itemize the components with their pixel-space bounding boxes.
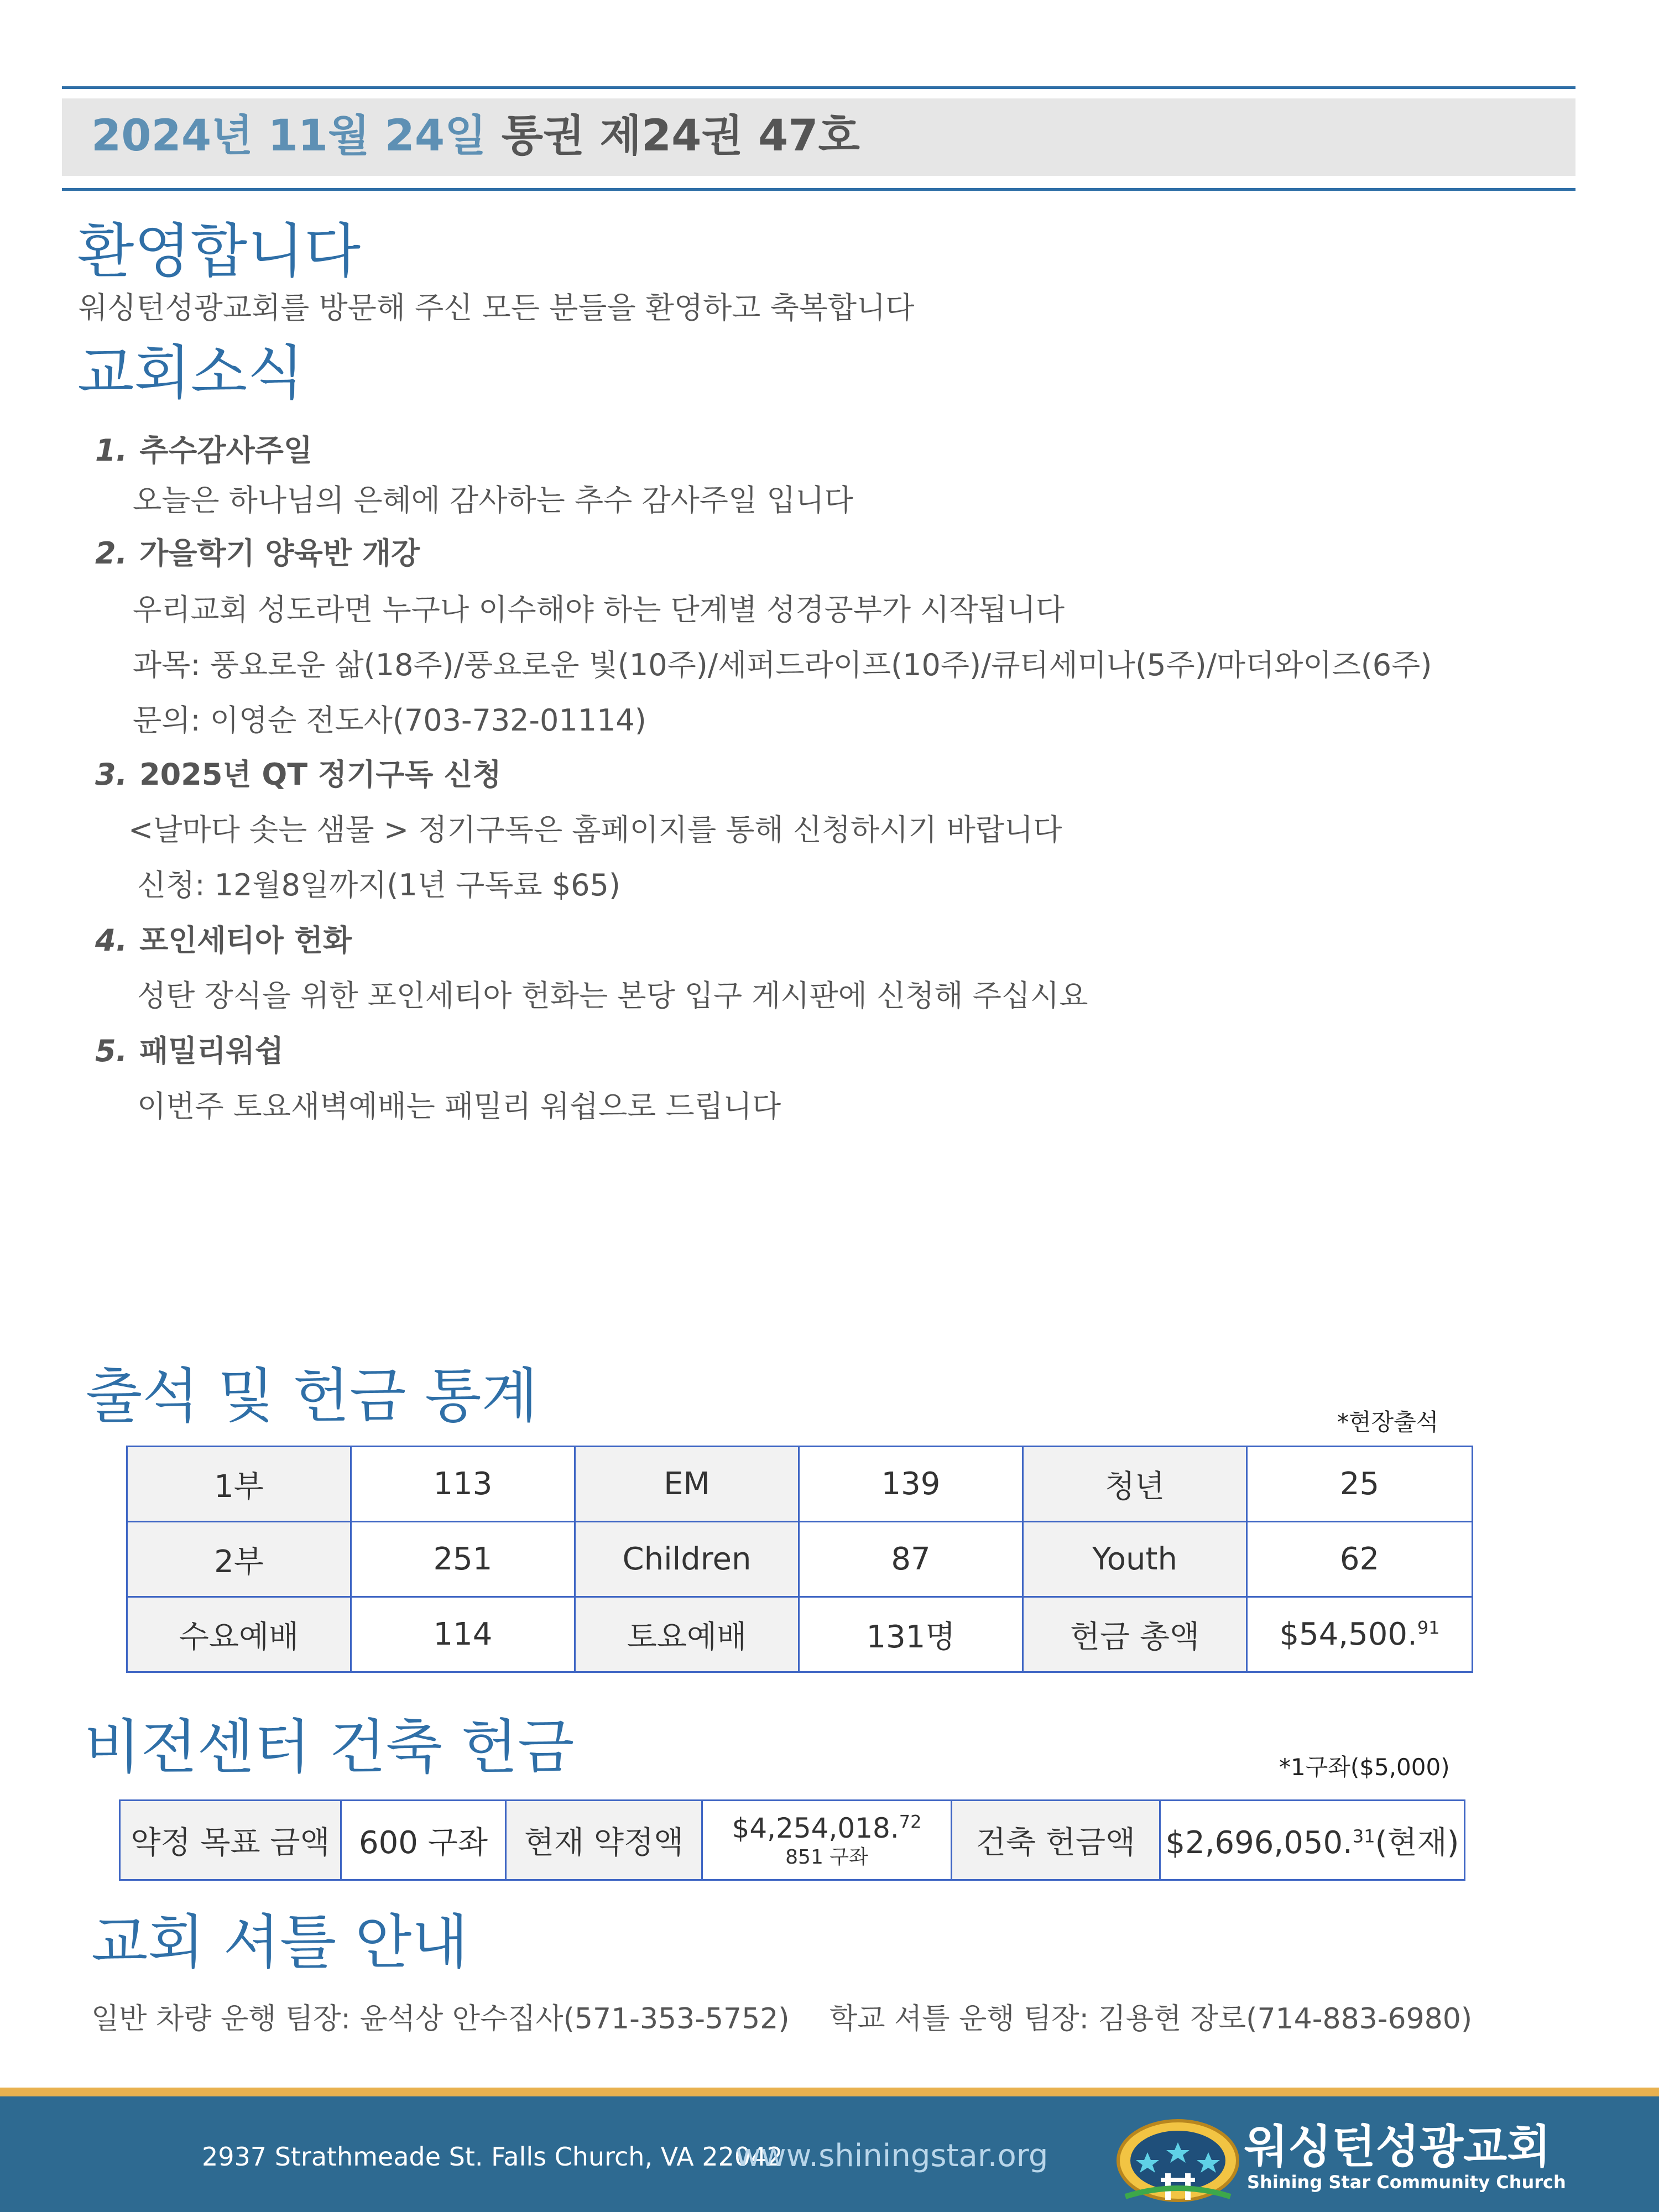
table-cell: Children xyxy=(575,1522,799,1597)
building-label: 건축 헌금액 xyxy=(952,1801,1160,1880)
attendance-note: *현장출석 xyxy=(1337,1408,1439,1436)
table-cell: 25 xyxy=(1247,1447,1473,1522)
table-cell: 87 xyxy=(799,1522,1023,1597)
offering-total-value: $54,500. xyxy=(1279,1616,1417,1652)
bulletin-header xyxy=(91,108,860,164)
news-item-4-title: 4. 포인세티아 헌화 xyxy=(95,923,352,958)
welcome-text: 워싱턴성광교회를 방문해 주신 모든 분들을 환영하고 축복합니다 xyxy=(79,290,915,325)
shuttle-school: 학교 셔틀 운행 팀장: 김용현 장로(714-883-6980) xyxy=(830,2002,1473,2036)
vision-table xyxy=(119,1799,1465,1881)
header-bottom-rule xyxy=(62,188,1575,191)
news-item-2-line: 우리교회 성도라면 누구나 이수해야 하는 단계별 성경공부가 시작됩니다 xyxy=(133,592,1065,627)
table-cell: 수요예배 xyxy=(127,1597,351,1672)
table-cell: 62 xyxy=(1247,1522,1473,1597)
news-item-5-line: 이번주 토요새벽예배는 패밀리 워쉽으로 드립니다 xyxy=(137,1089,781,1124)
vision-title: 비전센터 건축 헌금 xyxy=(84,1713,575,1781)
bulletin-volume: 통권 제24권 47호 xyxy=(501,111,860,161)
table-cell: 131명 xyxy=(799,1597,1023,1672)
attendance-title: 출석 및 헌금 통계 xyxy=(86,1362,538,1430)
pledge-value: $4,254,018. xyxy=(732,1812,899,1844)
pledge-cell xyxy=(702,1801,952,1880)
footer-url-link[interactable]: www.shiningstar.org xyxy=(735,2138,1048,2174)
attendance-table xyxy=(126,1446,1473,1673)
table-row xyxy=(120,1801,1465,1880)
news-item-3-line: <날마다 솟는 샘물 > 정기구독은 홈페이지를 통해 신청하시기 바랍니다 xyxy=(128,812,1062,847)
news-item-1-title: 1. 추수감사주일 xyxy=(95,433,313,468)
building-cell xyxy=(1160,1801,1465,1880)
news-title: 교회소식 xyxy=(77,339,304,407)
news-item-3-title: 3. 2025년 QT 정기구독 신청 xyxy=(95,757,502,792)
table-cell: 139 xyxy=(799,1447,1023,1522)
news-item-5-title: 5. 패밀리워쉽 xyxy=(95,1034,284,1068)
news-item-2-title: 2. 가을학기 양육반 개강 xyxy=(95,536,420,571)
footer-accent-bar xyxy=(0,2088,1659,2096)
vision-note: *1구좌($5,000) xyxy=(1279,1754,1450,1781)
table-cell: 1부 xyxy=(127,1447,351,1522)
table-row xyxy=(127,1597,1473,1672)
header-top-rule xyxy=(62,86,1575,89)
footer-address: 2937 Strathmeade St. Falls Church, VA 22042 xyxy=(202,2142,783,2172)
shuttle-title: 교회 셔틀 안내 xyxy=(91,1908,468,1976)
table-cell: EM xyxy=(575,1447,799,1522)
table-cell: 청년 xyxy=(1023,1447,1247,1522)
news-item-2-line: 문의: 이영순 전도사(703-732-01114) xyxy=(133,703,646,738)
footer-church-name-en: Shining Star Community Church xyxy=(1247,2172,1566,2193)
table-cell: 113 xyxy=(351,1447,575,1522)
pledge-label: 현재 약정액 xyxy=(506,1801,702,1880)
pledge-units: 851 구좌 xyxy=(785,1845,868,1869)
table-cell: 114 xyxy=(351,1597,575,1672)
building-cents: 31 xyxy=(1352,1825,1375,1846)
table-row xyxy=(127,1447,1473,1522)
bulletin-date: 2024년 11월 24일 xyxy=(91,111,487,161)
table-row xyxy=(127,1522,1473,1597)
welcome-title: 환영합니다 xyxy=(77,217,361,285)
news-item-2-line: 과목: 풍요로운 삶(18주)/풍요로운 빛(10주)/세퍼드라이프(10주)/큐티세미나(5주)/마더와이즈(6주) xyxy=(133,648,1432,682)
news-item-1-line: 오늘은 하나님의 은혜에 감사하는 추수 감사주일 입니다 xyxy=(133,483,853,518)
news-item-3-line: 신청: 12월8일까지(1년 구독료 $65) xyxy=(137,868,620,902)
news-item-4-line: 성탄 장식을 위한 포인세티아 헌화는 본당 입구 게시판에 신청해 주십시요 xyxy=(137,978,1088,1013)
table-cell: 251 xyxy=(351,1522,575,1597)
pledge-cents: 72 xyxy=(899,1811,922,1832)
offering-total-cents: 91 xyxy=(1417,1617,1440,1639)
building-value: $2,696,050. xyxy=(1165,1824,1353,1861)
table-cell: 토요예배 xyxy=(575,1597,799,1672)
footer-church-name: 워싱턴성광교회 xyxy=(1244,2121,1551,2173)
shuttle-general: 일반 차량 운행 팀장: 윤석상 안수집사(571-353-5752) xyxy=(91,2002,790,2036)
table-cell: 2부 xyxy=(127,1522,351,1597)
goal-value: 600 구좌 xyxy=(341,1801,506,1880)
church-logo-icon xyxy=(1114,2114,1241,2208)
building-suffix: (현재) xyxy=(1375,1824,1459,1861)
offering-total-cell xyxy=(1247,1597,1473,1672)
table-cell: Youth xyxy=(1023,1522,1247,1597)
goal-label: 약정 목표 금액 xyxy=(120,1801,341,1880)
table-cell: 헌금 총액 xyxy=(1023,1597,1247,1672)
